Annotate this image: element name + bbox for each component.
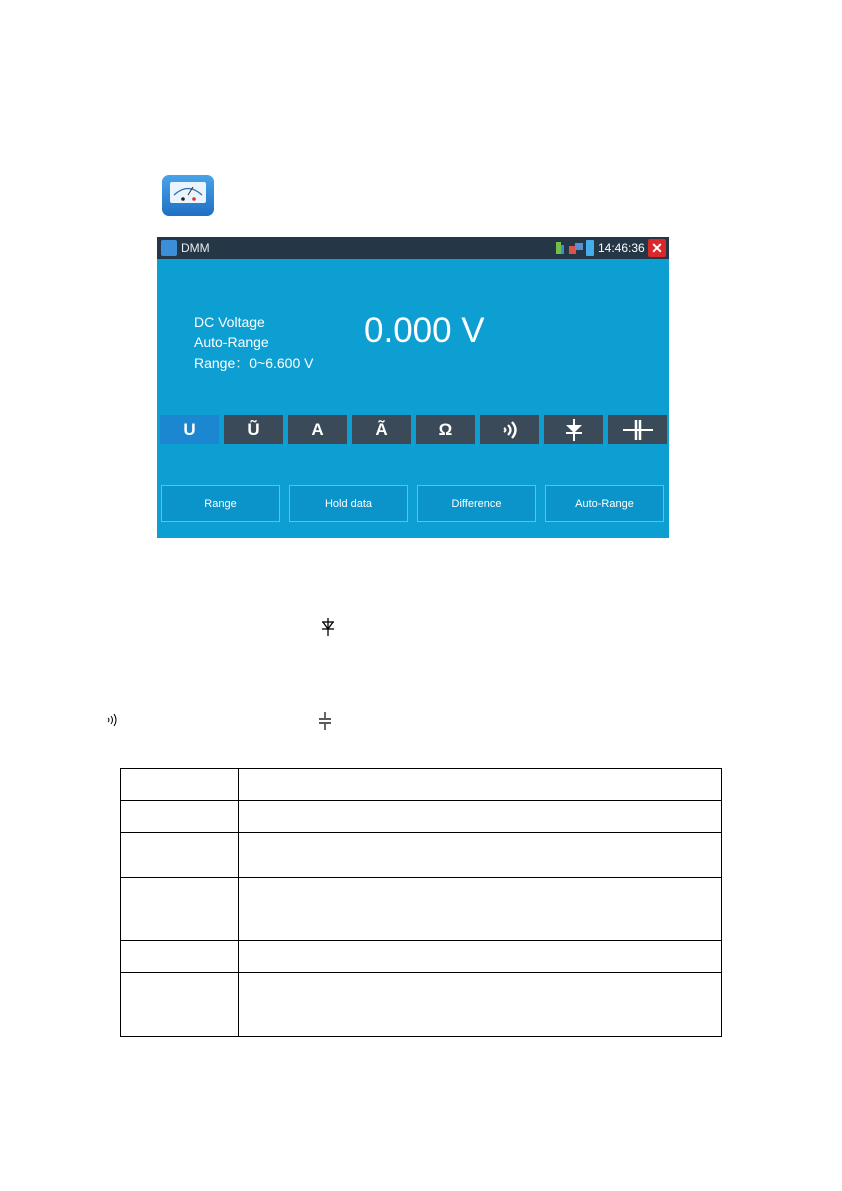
table-row	[121, 941, 722, 973]
table-row	[121, 833, 722, 878]
continuity-symbol-icon	[107, 712, 119, 728]
ac-current-icon: Ã	[375, 419, 388, 439]
battery-icon	[586, 240, 594, 256]
mode-ac-current-button[interactable]	[352, 415, 411, 444]
clock: 14:46:36	[598, 241, 645, 255]
auto-range-button[interactable]: Auto-Range	[545, 485, 664, 522]
hold-data-button[interactable]: Hold data	[289, 485, 408, 522]
mode-diode-button[interactable]	[544, 415, 603, 444]
signal-icon	[556, 242, 564, 254]
network-icon	[569, 243, 583, 254]
table-row	[121, 801, 722, 833]
reading-value: 0.000 V	[364, 311, 485, 350]
dmm-app-icon[interactable]	[162, 175, 214, 216]
mode-continuity-button[interactable]	[480, 415, 539, 444]
table-row	[121, 878, 722, 941]
table-row	[121, 769, 722, 801]
diode-icon	[544, 415, 603, 444]
spec-table	[120, 768, 722, 1037]
continuity-icon	[480, 415, 539, 444]
capacitor-symbol-icon	[318, 712, 332, 730]
mode-resistance-button[interactable]	[416, 415, 475, 444]
mode-dc-voltage-button[interactable]	[160, 415, 219, 444]
dmm-screen	[157, 237, 669, 538]
capacitance-icon	[608, 415, 667, 444]
dmm-title-icon	[161, 240, 177, 256]
auto-range-label: Auto-Range	[194, 334, 269, 350]
measure-mode: DC Voltage	[194, 314, 265, 330]
mode-ac-voltage-button[interactable]	[224, 415, 283, 444]
title-bar	[157, 237, 669, 259]
close-button[interactable]: ✕	[648, 239, 666, 257]
dc-current-icon: A	[311, 419, 324, 439]
resistance-icon: Ω	[438, 419, 453, 439]
window-title: DMM	[181, 241, 210, 255]
range-button[interactable]: Range	[161, 485, 280, 522]
difference-button[interactable]: Difference	[417, 485, 536, 522]
table-row	[121, 973, 722, 1037]
range-label: Range：0~6.600 V	[194, 355, 314, 371]
mode-dc-current-button[interactable]	[288, 415, 347, 444]
ac-voltage-icon: Ũ	[247, 419, 260, 439]
meter-dial	[170, 182, 206, 203]
dc-voltage-icon: U	[183, 419, 196, 439]
diode-symbol-icon	[321, 618, 335, 636]
mode-capacitance-button[interactable]	[608, 415, 667, 444]
